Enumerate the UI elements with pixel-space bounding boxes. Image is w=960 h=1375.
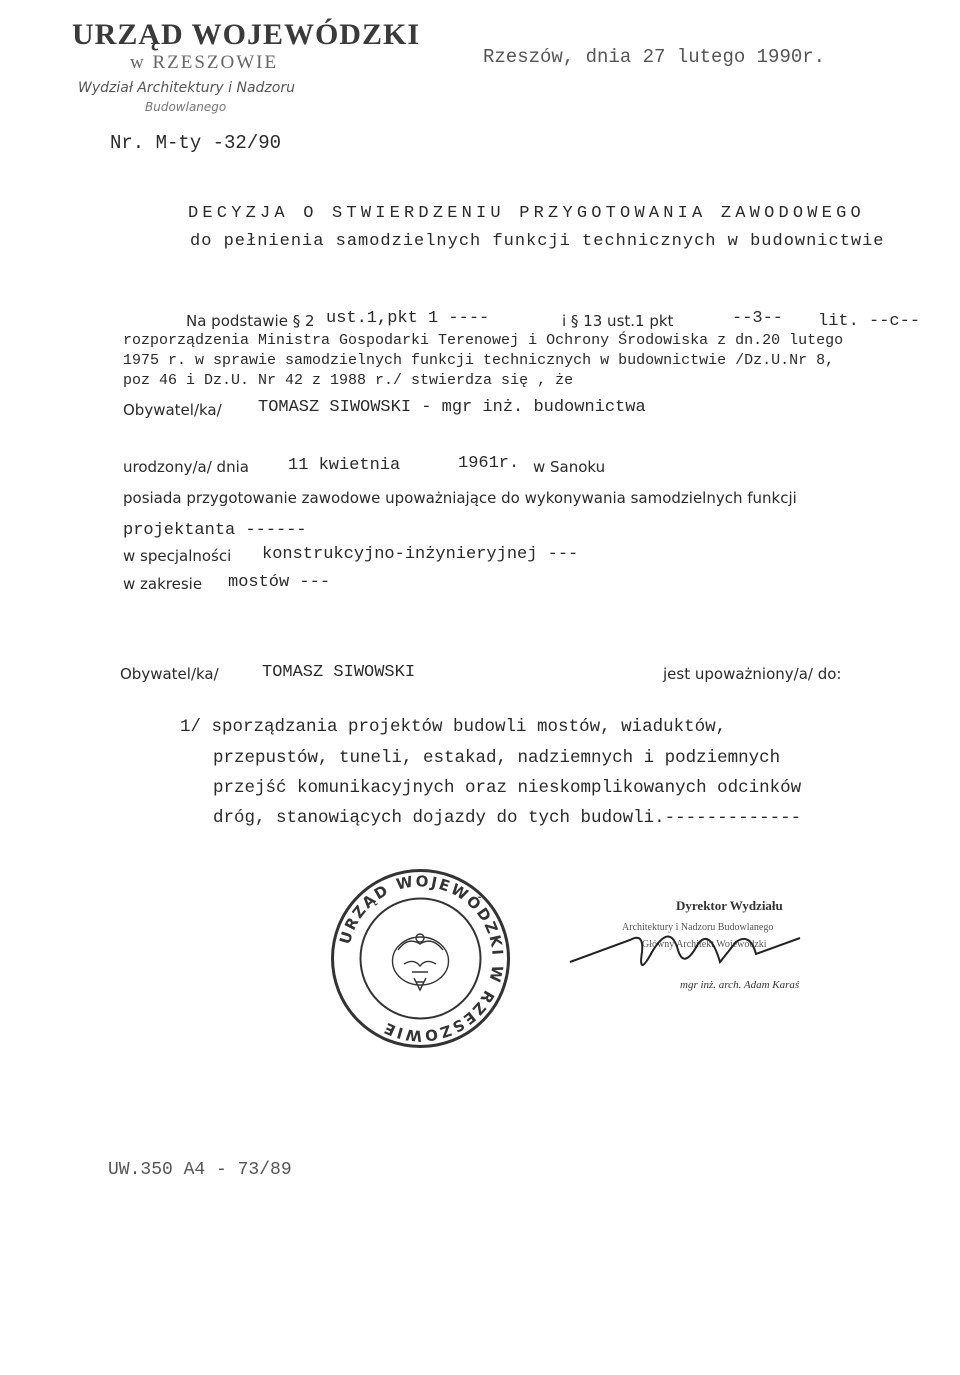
signature-department: Architektury i Nadzoru Budowlanego (622, 922, 774, 933)
authorization-suffix: jest upoważniony/a/ do: (663, 665, 842, 683)
function-name: projektanta ------ (123, 521, 307, 540)
citizen-label-2: Obywatel/ka/ (120, 665, 219, 683)
scope-value: mostów --- (228, 573, 331, 592)
authorization-item-line3: przejść komunikacyjnych oraz nieskomplikowanych odcinków (213, 778, 802, 798)
specialty-value: konstrukcyjno-inżynieryjnej --- (262, 545, 579, 564)
scope-label: w zakresie (123, 575, 203, 593)
office-city: w RZESZOWIE (130, 52, 279, 73)
born-label: urodzony/a/ dnia (123, 458, 249, 476)
department-name: Wydział Architektury i Nadzoru (78, 80, 295, 96)
signature-name: mgr inż. arch. Adam Karaś (680, 979, 800, 991)
stamp-inner-ring (361, 899, 481, 1019)
born-date: 11 kwietnia (288, 456, 401, 475)
citizen-name-2: TOMASZ SIWOWSKI (262, 663, 416, 682)
basis-line3: 1975 r. w sprawie samodzielnych funkcji technicznych w budownictwie /Dz.U.Nr 8, (123, 352, 835, 369)
specialty-label: w specjalności (123, 547, 232, 565)
basis-ust: ust.1,pkt 1 ---- (326, 309, 490, 328)
signature-role: Główny Architekt Wojewódzki (642, 939, 767, 950)
authorization-item-line4: dróg, stanowiących dojazdy do tych budowli.------------- (213, 808, 802, 828)
basis-pkt: --3-- (732, 309, 784, 328)
authorization-item-line1: 1/ sporządzania projektów budowli mostów, wiaduktów, (180, 717, 727, 737)
department-name-cont: Budowlanego (145, 100, 227, 114)
basis-lit: lit. --c-- (818, 312, 921, 331)
citizen-name-title: TOMASZ SIWOWSKI - mgr inż. budownictwa (258, 398, 646, 417)
form-code: UW.350 A4 - 73/89 (108, 1160, 292, 1180)
official-round-stamp (328, 866, 513, 1051)
authorization-item-line2: przepustów, tuneli, estakad, nadziemnych i podziemnych (213, 748, 781, 768)
basis-mid: i § 13 ust.1 pkt (562, 312, 674, 330)
stamp-outer-ring (333, 871, 509, 1047)
signature-block (560, 892, 880, 1002)
place-date: Rzeszów, dnia 27 lutego 1990r. (483, 46, 826, 68)
stamp-text: URZĄD WOJEWÓDZKI W RZESZOWIE (335, 872, 507, 1045)
eagle-emblem-icon (393, 934, 449, 990)
signature-title: Dyrektor Wydziału (676, 898, 783, 913)
citizen-label: Obywatel/ka/ (123, 401, 222, 419)
born-year: 1961r. (458, 454, 520, 473)
office-name: URZĄD WOJEWÓDZKI (72, 18, 420, 51)
basis-line2: rozporządzenia Ministra Gospodarki Terenowej i Ochrony Środowiska z dn.20 lutego (123, 332, 844, 349)
document-title: DECYZJA O STWIERDZENIU PRZYGOTOWANIA ZAWODOWEGO (188, 204, 865, 223)
born-place: w Sanoku (533, 458, 606, 476)
qualification-text: posiada przygotowanie zawodowe upoważniające do wykonywania samodzielnych funkcji (123, 489, 797, 507)
document-subtitle: do pełnienia samodzielnych funkcji technicznych w budownictwie (190, 232, 885, 251)
document-number: Nr. M-ty -32/90 (110, 132, 282, 154)
basis-line4: poz 46 i Dz.U. Nr 42 z 1988 r./ stwierdza się , że (123, 372, 574, 389)
basis-prefix: Na podstawie § 2 (186, 312, 315, 330)
